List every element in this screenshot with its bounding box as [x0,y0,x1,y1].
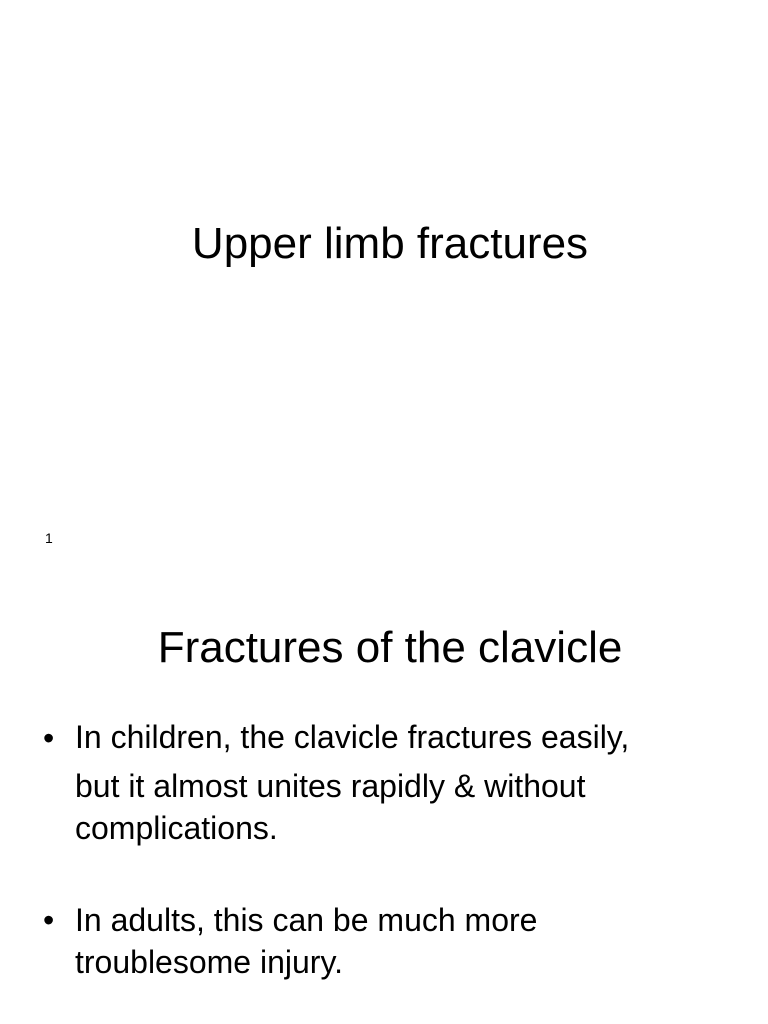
slide-2 [0,512,768,1024]
bullet-marker: • [43,902,55,938]
page-number: 1 [45,530,53,546]
bullet-text-line: troublesome injury. [75,944,343,980]
bullet-text-line: complications. [75,810,278,846]
bullet-text-line: In adults, this can be much more [75,902,538,938]
bullet-list [0,717,768,983]
bullet-text-line: In children, the clavicle fractures easily, [75,719,630,755]
bullet-marker: • [43,720,55,756]
bullet-text-line: but it almost unites rapidly & without [75,768,586,804]
slide-title: Upper limb fractures [191,219,589,268]
bullet-item [0,899,768,983]
slide-title: Fractures of the clavicle [157,623,623,672]
bullet-item [0,717,768,849]
